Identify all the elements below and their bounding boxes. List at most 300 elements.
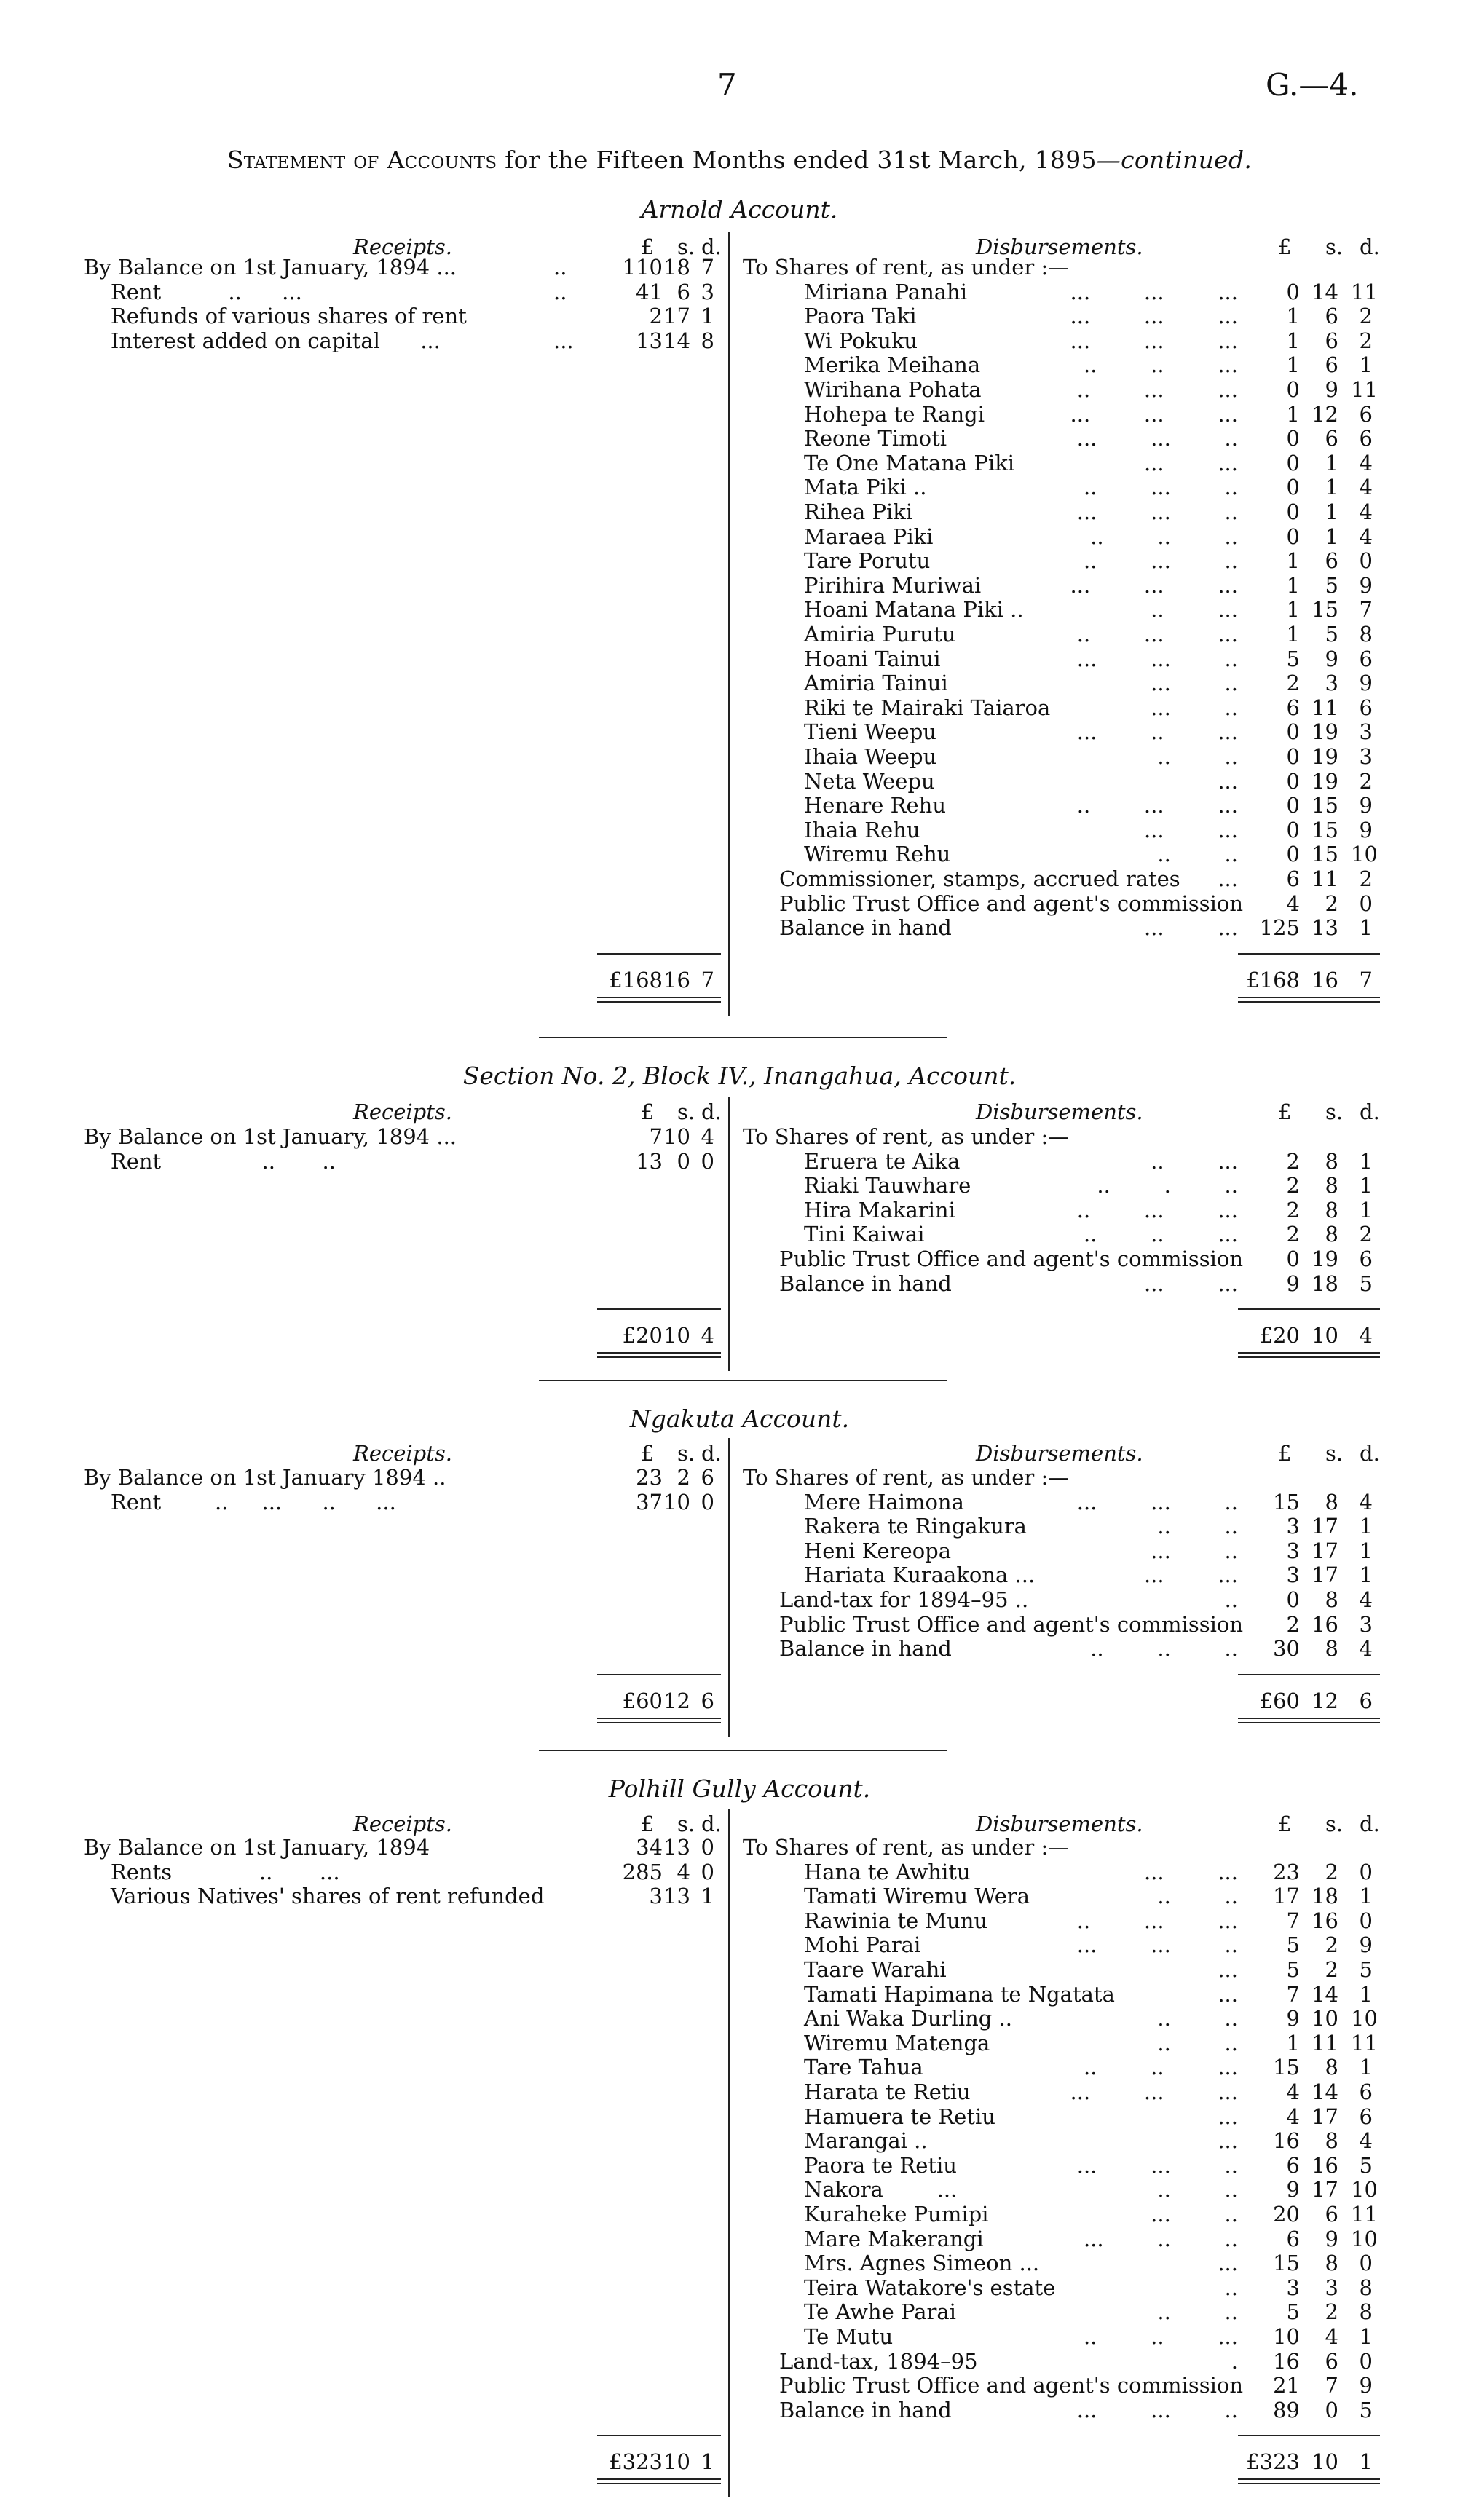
disbursement-dots: .. ... ... [1076, 793, 1238, 818]
receipts-pence-header: d. [701, 1812, 722, 1836]
disbursement-pounds: 1 [1286, 304, 1300, 329]
disbursement-dots: ... [1218, 2104, 1238, 2129]
disbursement-shillings: 17 [1312, 1538, 1338, 1563]
disbursement-pence: 1 [1359, 1173, 1373, 1198]
disbursements-total-double-rule [1238, 997, 1380, 1003]
disbursement-pence: 9 [1359, 817, 1373, 842]
disbursement-label: Balance in hand [779, 915, 952, 941]
disbursement-pence: 2 [1359, 866, 1373, 891]
disbursements-total-double-rule [1238, 1352, 1380, 1358]
receipt-label: By Balance on 1st January, 1894 [84, 1835, 430, 1860]
disbursement-dots: .. ... ... [1076, 377, 1238, 402]
receipts-total-pounds: £323 [609, 2449, 663, 2475]
disbursement-shillings: 1 [1325, 524, 1338, 549]
receipt-shillings: 13 [663, 1884, 690, 1909]
disbursement-pounds: 4 [1286, 890, 1300, 916]
disbursement-label: Hana te Awhitu [804, 1859, 971, 1884]
disbursement-shillings: 15 [1312, 597, 1338, 623]
disbursement-shillings: 8 [1325, 2055, 1338, 2080]
disbursement-pence: 2 [1359, 328, 1373, 353]
disbursement-pence: 4 [1359, 1587, 1373, 1612]
disbursement-pence: 6 [1359, 646, 1373, 671]
receipt-pounds: 13 [636, 1148, 663, 1174]
disbursement-dots: .. .. [1157, 842, 1238, 867]
receipts-subtotal-rule [597, 953, 721, 955]
disbursement-label: Riki te Mairaki Taiaroa [804, 695, 1051, 720]
receipts-total-pounds: £20 [622, 1323, 663, 1348]
disbursements-total-pence: 1 [1359, 2449, 1373, 2475]
disbursement-pence: 9 [1359, 572, 1373, 598]
disbursement-label: Mrs. Agnes Simeon ... [804, 2251, 1040, 2276]
disbursement-dots: ... .. [1151, 1538, 1238, 1563]
receipts-subtotal-rule [597, 1674, 721, 1675]
disbursement-shillings: 8 [1325, 1636, 1338, 1662]
disbursement-pounds: 0 [1286, 768, 1300, 794]
receipt-dots: .. [553, 255, 567, 280]
disbursement-pence: 4 [1359, 475, 1373, 500]
disbursement-shillings: 5 [1325, 572, 1338, 598]
disb-pound-header: £ [1278, 1099, 1292, 1124]
disbursement-pounds: 3 [1286, 1514, 1300, 1539]
disbursement-dots: ... [1218, 2251, 1238, 2276]
disbursement-pounds: 89 [1273, 2397, 1300, 2422]
disbursement-pounds: 20 [1273, 2202, 1300, 2227]
disbursement-pounds: 7 [1286, 1981, 1300, 2007]
receipts-total-shillings: 10 [663, 1323, 690, 1348]
receipts-pound-header: £ [641, 1812, 655, 1836]
receipt-label: Refunds of various shares of rent [84, 304, 467, 329]
disbursements-header: Disbursements. [976, 1812, 1143, 1836]
disbursement-dots: .. .. ... [1083, 2055, 1238, 2080]
disbursement-pounds: 4 [1286, 2104, 1300, 2129]
disbursement-pounds: 6 [1286, 866, 1300, 891]
disbursement-shillings: 8 [1325, 1489, 1338, 1514]
disbursement-label: Mare Makerangi [804, 2226, 984, 2251]
disbursements-total-double-rule [1238, 1718, 1380, 1723]
disbursement-pounds: 1 [1286, 622, 1300, 647]
disbursement-shillings: 6 [1325, 2348, 1338, 2374]
disbursement-label: Public Trust Office and agent's commission [779, 2373, 1243, 2398]
disbursement-pounds: 4 [1286, 2079, 1300, 2104]
disb-pence-header: d. [1360, 1441, 1380, 1466]
disbursement-pence: 3 [1359, 1611, 1373, 1637]
disbursement-shillings: 17 [1312, 2104, 1338, 2129]
disbursements-total-pence: 6 [1359, 1688, 1373, 1713]
receipt-pence: 0 [701, 1859, 714, 1884]
disbursement-pounds: 16 [1273, 2128, 1300, 2154]
receipts-total-pence: 7 [701, 967, 714, 992]
account-title: Arnold Account. [641, 195, 838, 224]
disbursement-shillings: 15 [1312, 817, 1338, 842]
receipts-shilling-header: s. [677, 1441, 695, 1466]
disbursement-pounds: 0 [1286, 475, 1300, 500]
disbursement-pence: 11 [1351, 2030, 1378, 2055]
disbursement-shillings: 9 [1325, 646, 1338, 671]
disbursement-label: Marangai .. [804, 2128, 928, 2154]
receipt-pence: 1 [701, 1884, 714, 1909]
disbursement-pence: 1 [1359, 2324, 1373, 2349]
receipts-shilling-header: s. [677, 1099, 695, 1124]
disbursement-dots: ... ... [1143, 450, 1238, 475]
disbursement-dots: ... ... .. [1076, 1489, 1238, 1514]
disbursement-pence: 2 [1359, 768, 1373, 794]
receipt-pounds: 2 [649, 304, 663, 329]
disbursement-pence: 0 [1359, 2348, 1373, 2374]
disbursement-label: Kuraheke Pumipi [804, 2202, 989, 2227]
disb-pound-header: £ [1278, 1812, 1292, 1836]
disbursement-label: Ihaia Rehu [804, 817, 920, 842]
disbursement-label: Wiremu Matenga [804, 2030, 990, 2055]
disbursement-pence: 10 [1351, 2177, 1378, 2203]
receipts-total-pence: 6 [701, 1688, 714, 1713]
disbursement-dots: .. .. [1157, 2006, 1238, 2031]
disbursement-shillings: 10 [1312, 2006, 1338, 2031]
disbursement-dots: ... [1218, 866, 1238, 891]
receipt-shillings: 10 [663, 1124, 690, 1149]
disbursement-pounds: 0 [1286, 1587, 1300, 1612]
receipts-pound-header: £ [641, 1441, 655, 1466]
disbursement-dots: .. .. .. [1090, 1636, 1238, 1662]
account-title: Section No. 2, Block IV., Inangahua, Account. [462, 1062, 1017, 1090]
section-divider [539, 1037, 947, 1038]
disbursement-shillings: 0 [1325, 2397, 1338, 2422]
receipts-total-double-rule [597, 2478, 721, 2484]
disbursement-pounds: 9 [1286, 2177, 1300, 2203]
receipt-pence: 0 [701, 1489, 714, 1514]
receipt-shillings: 2 [677, 1465, 690, 1490]
disbursement-label: Henare Rehu [804, 793, 947, 818]
disbursement-shillings: 7 [1325, 2373, 1338, 2398]
receipt-label: Rent .. ... [84, 279, 302, 304]
disbursement-label: Te Mutu [804, 2324, 894, 2349]
disbursement-dots: ... .. [1151, 671, 1238, 696]
disbursement-pounds: 3 [1286, 1538, 1300, 1563]
disbursement-dots: .. .. .. [1090, 524, 1238, 549]
disbursement-pence: 6 [1359, 1247, 1373, 1271]
receipt-pounds: 34 [636, 1835, 663, 1860]
disbursement-pence: 0 [1359, 548, 1373, 574]
disbursement-label: Te Awhe Parai [804, 2299, 956, 2325]
disbursements-total-shillings: 10 [1312, 2449, 1338, 2475]
disbursement-pence: 0 [1359, 890, 1373, 916]
receipt-pounds: 37 [636, 1489, 663, 1514]
disbursement-pence: 1 [1359, 1538, 1373, 1563]
disbursement-shillings: 19 [1312, 744, 1338, 769]
column-separator [728, 232, 730, 1016]
disbursement-shillings: 14 [1312, 279, 1338, 304]
disbursement-label: Te One Matana Piki [804, 450, 1015, 475]
disbursement-dots: ... ... [1143, 915, 1238, 941]
disbursement-dots: .. .. [1157, 1884, 1238, 1909]
disbursement-dots: .. ... ... [1076, 1197, 1238, 1223]
disbursement-pence: 4 [1359, 1489, 1373, 1514]
disbursement-shillings: 3 [1325, 671, 1338, 696]
disbursement-pence: 9 [1359, 2373, 1373, 2398]
disbursement-label: Balance in hand [779, 1271, 952, 1296]
disbursement-pence: 9 [1359, 1932, 1373, 1958]
disbursement-shillings: 19 [1312, 768, 1338, 794]
disbursement-label: Maraea Piki [804, 524, 934, 549]
receipt-pounds: 41 [636, 279, 663, 304]
disbursement-dots: ... .. .. [1083, 2226, 1238, 2251]
receipt-shillings: 18 [663, 255, 690, 280]
receipt-dots: .. [553, 279, 567, 304]
disbursement-pence: 5 [1359, 1957, 1373, 1982]
account-title: Polhill Gully Account. [608, 1774, 871, 1803]
disbursement-dots: .. ... ... [1076, 1908, 1238, 1933]
disbursement-label: Mere Haimona [804, 1489, 964, 1514]
disbursement-label: Tamati Wiremu Wera [804, 1884, 1030, 1909]
receipts-total-pounds: £60 [622, 1688, 663, 1713]
disbursement-label: Rawinia te Munu [804, 1908, 988, 1933]
disbursement-dots: .. [1224, 1587, 1238, 1612]
section-divider [539, 1750, 947, 1751]
disbursements-total-pence: 4 [1359, 1323, 1373, 1348]
disbursement-shillings: 5 [1325, 622, 1338, 647]
disbursement-pence: 5 [1359, 1271, 1373, 1296]
disbursement-pounds: 0 [1286, 793, 1300, 818]
disbursement-pounds: 15 [1273, 2055, 1300, 2080]
receipt-pence: 6 [701, 1465, 714, 1490]
disbursement-pence: 11 [1351, 2202, 1378, 2227]
disbursement-label: Teira Watakore's estate [804, 2275, 1056, 2300]
disbursement-label: Wirihana Pohata [804, 377, 982, 402]
disb-pence-header: d. [1360, 1099, 1380, 1124]
disbursement-label: Balance in hand [779, 1636, 952, 1662]
receipts-total-shillings: 16 [663, 967, 690, 992]
disbursements-total-pence: 7 [1359, 967, 1373, 992]
disbursement-shillings: 16 [1312, 1611, 1338, 1637]
receipts-shilling-header: s. [677, 234, 695, 259]
disbursements-subtotal-rule [1238, 953, 1380, 955]
disbursement-pounds: 15 [1273, 2251, 1300, 2276]
disb-shilling-header: s. [1325, 1099, 1344, 1124]
receipt-pence: 1 [701, 304, 714, 329]
disbursement-dots: ... ... ... [1070, 401, 1238, 427]
disbursement-shillings: 6 [1325, 304, 1338, 329]
disbursement-shillings: 8 [1325, 1197, 1338, 1223]
disbursement-label: Public Trust Office and agent's commission [779, 1611, 1243, 1637]
disbursement-pounds: 5 [1286, 1932, 1300, 1958]
disbursement-label: Balance in hand [779, 2397, 952, 2422]
disbursement-pence: 1 [1359, 1148, 1373, 1174]
disbursement-pence: 0 [1359, 2251, 1373, 2276]
disbursement-shillings: 1 [1325, 450, 1338, 475]
disbursement-label: Taare Warahi [804, 1957, 947, 1982]
disbursement-label: Heni Kereopa [804, 1538, 952, 1563]
disbursement-shillings: 12 [1312, 401, 1338, 427]
disbursement-label: Land-tax for 1894–95 .. [779, 1587, 1029, 1612]
disbursement-pence: 8 [1359, 2299, 1373, 2325]
disbursement-dots: ... ... ... [1070, 304, 1238, 329]
disbursement-shillings: 17 [1312, 2177, 1338, 2203]
disbursement-shillings: 9 [1325, 377, 1338, 402]
receipts-total-shillings: 12 [663, 1688, 690, 1713]
disbursement-pounds: 0 [1286, 744, 1300, 769]
disbursement-shillings: 2 [1325, 1957, 1338, 1982]
disbursement-pence: 2 [1359, 1222, 1373, 1247]
disbursement-pounds: 1 [1286, 328, 1300, 353]
disbursement-dots: ... ... .. [1076, 1932, 1238, 1958]
disbursement-pence: 0 [1359, 1908, 1373, 1933]
disbursement-shillings: 6 [1325, 328, 1338, 353]
disbursement-pence: 10 [1351, 2226, 1378, 2251]
disbursements-subtotal-rule [1238, 1308, 1380, 1310]
disbursement-label: Hoani Matana Piki .. [804, 597, 1024, 623]
receipt-pence: 0 [701, 1835, 714, 1860]
disbursement-pence: 6 [1359, 2104, 1373, 2129]
disbursement-intro: To Shares of rent, as under :— [743, 255, 1070, 280]
disbursement-pence: 5 [1359, 2397, 1373, 2422]
disbursements-total-pounds: £168 [1246, 967, 1300, 992]
disbursement-shillings: 11 [1312, 2030, 1338, 2055]
disbursement-label: Neta Weepu [804, 768, 935, 794]
disbursement-pence: 9 [1359, 793, 1373, 818]
disbursement-label: Harata te Retiu [804, 2079, 971, 2104]
disbursement-dots: .. [1224, 2275, 1238, 2300]
disbursement-shillings: 4 [1325, 2324, 1338, 2349]
disbursement-dots: ... ... [1143, 1271, 1238, 1296]
receipts-total-double-rule [597, 997, 721, 1003]
disbursement-pence: 7 [1359, 597, 1373, 623]
disbursement-pence: 8 [1359, 622, 1373, 647]
disbursement-pounds: 23 [1273, 1859, 1300, 1884]
disbursement-pence: 1 [1359, 352, 1373, 378]
column-separator [728, 1097, 730, 1371]
disbursement-pence: 1 [1359, 1563, 1373, 1588]
title-main: Statement of Accounts [226, 146, 497, 174]
disbursement-pounds: 15 [1273, 1489, 1300, 1514]
disbursement-label: Wi Pokuku [804, 328, 918, 353]
receipts-total-pence: 1 [701, 2449, 714, 2475]
disbursement-shillings: 11 [1312, 695, 1338, 720]
disbursement-shillings: 1 [1325, 475, 1338, 500]
disbursement-label: Hohepa te Rangi [804, 401, 985, 427]
disbursement-pounds: 17 [1273, 1884, 1300, 1909]
receipt-dots: ... [553, 328, 574, 353]
disbursement-dots: ... ... .. [1076, 499, 1238, 524]
disbursement-dots: .. .. ... [1083, 1222, 1238, 1247]
disbursement-label: Hoani Tainui [804, 646, 941, 671]
disbursement-pounds: 5 [1286, 2299, 1300, 2325]
disbursement-pence: 5 [1359, 2152, 1373, 2178]
receipt-label: By Balance on 1st January, 1894 ... [84, 255, 457, 280]
disbursement-pounds: 21 [1273, 2373, 1300, 2398]
receipt-shillings: 6 [677, 279, 690, 304]
disbursement-dots: .. .. [1157, 2299, 1238, 2325]
disbursement-pence: 1 [1359, 1884, 1373, 1909]
disbursement-dots: ... ... .. [1076, 2152, 1238, 2178]
disbursement-dots: ... [1218, 1957, 1238, 1982]
disbursement-pence: 4 [1359, 450, 1373, 475]
disbursement-pounds: 3 [1286, 1563, 1300, 1588]
receipt-pence: 7 [701, 255, 714, 280]
disbursement-shillings: 15 [1312, 793, 1338, 818]
disb-pence-header: d. [1360, 1812, 1380, 1836]
title-sub: for the Fifteen Months ended 31st March, 1895 [505, 146, 1097, 174]
disbursement-shillings: 14 [1312, 1981, 1338, 2007]
disbursement-label: Tare Porutu [804, 548, 931, 574]
disbursements-subtotal-rule [1238, 1674, 1380, 1675]
receipts-header: Receipts. [353, 1099, 452, 1124]
disb-pound-header: £ [1278, 234, 1292, 259]
receipts-total-shillings: 10 [663, 2449, 690, 2475]
disbursement-pounds: 5 [1286, 1957, 1300, 1982]
receipt-pence: 4 [701, 1124, 714, 1149]
disbursement-label: Hamuera te Retiu [804, 2104, 995, 2129]
receipt-shillings: 4 [677, 1859, 690, 1884]
disbursements-total-shillings: 10 [1312, 1323, 1338, 1348]
disbursement-pence: 1 [1359, 1981, 1373, 2007]
disbursement-shillings: 9 [1325, 2226, 1338, 2251]
receipt-pounds: 23 [636, 1465, 663, 1490]
receipts-header: Receipts. [353, 1441, 452, 1466]
receipts-total-double-rule [597, 1718, 721, 1723]
disbursement-dots: .. .. ... [1083, 2324, 1238, 2349]
disbursement-dots: .. ... ... [1076, 622, 1238, 647]
disbursement-pounds: 2 [1286, 671, 1300, 696]
disbursement-label: Land-tax, 1894–95 [779, 2348, 978, 2374]
receipt-pence: 0 [701, 1148, 714, 1174]
disbursement-shillings: 11 [1312, 866, 1338, 891]
disbursement-intro: To Shares of rent, as under :— [743, 1465, 1070, 1490]
disbursement-label: Hira Makarini [804, 1197, 955, 1223]
receipts-header: Receipts. [353, 1812, 452, 1836]
disbursement-pence: 11 [1351, 377, 1378, 402]
disbursement-shillings: 19 [1312, 719, 1338, 745]
disbursement-label: Riaki Tauwhare [804, 1173, 971, 1198]
disbursement-shillings: 2 [1325, 2299, 1338, 2325]
disbursement-dots: ... [1218, 2128, 1238, 2154]
page-title [0, 146, 1479, 174]
receipts-pence-header: d. [701, 1099, 722, 1124]
disbursement-pounds: 6 [1286, 2226, 1300, 2251]
disbursement-shillings: 18 [1312, 1884, 1338, 1909]
disbursement-dots: .. ... [1151, 1148, 1238, 1174]
disbursement-label: Merika Meihana [804, 352, 981, 378]
disbursement-shillings: 16 [1312, 1908, 1338, 1933]
disbursement-pence: 10 [1351, 2006, 1378, 2031]
disbursement-dots: ... ... .. [1076, 646, 1238, 671]
disbursement-pounds: 1 [1286, 597, 1300, 623]
disbursement-pence: 1 [1359, 1197, 1373, 1223]
disbursement-pounds: 0 [1286, 817, 1300, 842]
disbursement-pounds: 0 [1286, 377, 1300, 402]
disbursement-pounds: 3 [1286, 2275, 1300, 2300]
disbursement-label: Mata Piki .. [804, 475, 927, 500]
disbursement-label: Amiria Tainui [804, 671, 948, 696]
disbursement-pence: 6 [1359, 695, 1373, 720]
disbursements-header: Disbursements. [976, 234, 1143, 259]
disbursement-label: Rihea Piki [804, 499, 913, 524]
disbursement-dots: .. .. [1157, 744, 1238, 769]
disbursement-intro: To Shares of rent, as under :— [743, 1124, 1070, 1149]
disbursement-pounds: 5 [1286, 646, 1300, 671]
disbursement-dots: ... [1218, 1981, 1238, 2007]
disbursement-shillings: 14 [1312, 2079, 1338, 2104]
disbursement-shillings: 8 [1325, 2128, 1338, 2154]
disbursement-dots: . [1231, 2348, 1238, 2374]
disbursement-pounds: 125 [1259, 915, 1300, 941]
receipt-pounds: 285 [622, 1859, 663, 1884]
disbursement-pounds: 0 [1286, 450, 1300, 475]
disbursement-pounds: 0 [1286, 499, 1300, 524]
receipt-label: Interest added on capital ... [84, 328, 441, 353]
section-divider [539, 1380, 947, 1381]
disbursement-pounds: 10 [1273, 2324, 1300, 2349]
disbursement-shillings: 2 [1325, 1859, 1338, 1884]
disbursement-pounds: 2 [1286, 1148, 1300, 1174]
